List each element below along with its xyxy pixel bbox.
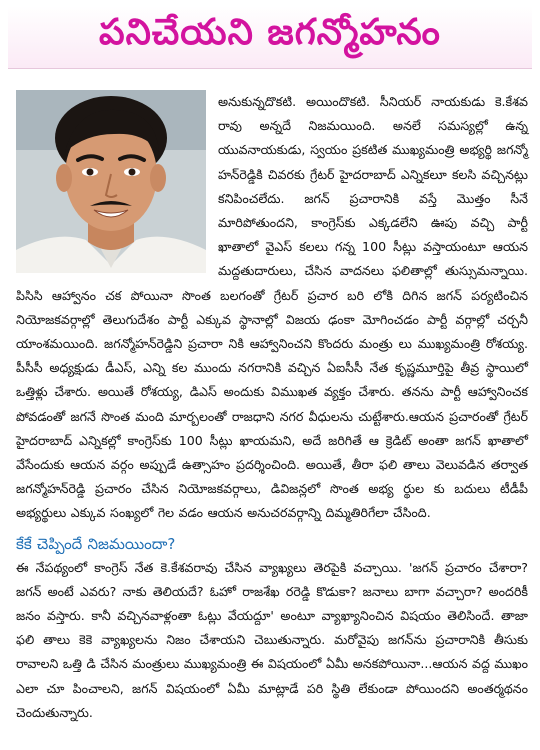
subheading: కేకే చెప్పిందే నిజమయిందా? (16, 534, 176, 553)
headline: పనిచేయని జగన్మోహనం (99, 12, 441, 53)
portrait-illustration (16, 90, 206, 273)
headline-banner (8, 6, 532, 69)
portrait-photo (16, 90, 206, 273)
paragraph-2: ఈ నేపథ్యంలో కాంగ్రెస్ నేత కె.కేశవరావు చేసిన వ్యాఖ్యలు తెరపైకి వచ్చాయి. 'జగన్ ప్రచారం చేశారా? జగన్ అంటే ఎవరు? నాకు తెలియదే? ఓహో రాజశేఖ రరెడ్డి కొడుకా? జనాలు బాగా వచ్చారా? అందరికీ జనం వస్తారు. కానీ వచ్చినవాళ్లంతా ఓట్లు వేయద్దూ' అంటూ వ్యాఖ్యానించిన విషయం తెలిసిందే. తాజా ఫలి తాలు కెకె వ్యాఖ్యలను నిజం చేశాయని చెబుతున్నారు. మరోవైపు జగన్‌ను ప్రచారానికి తీసుకు రావాలని ఒత్తి డి చేసిన మంత్రులు ముఖ్యమంత్రి ఈ విషయంలో ఏమీ అనకపోయినా...ఆయన వద్ద ముఖం ఎలా చూ పించాలని, జగన్ విషయంలో ఏమీ మాట్లాడే పరి స్థితి లేకుండా పోయిందని అంతర్మథనం చెందుతున్నారు. (16, 559, 528, 720)
paragraph-1: అనుకున్నదొకటి. అయిందొకటి. సీనియర్ నాయకుడు కె.కేశవ రావు అన్నదే నిజమయింది. అనలే సమస్యల్లో ఉన్న యువనాయకుడు, స్వయం ప్రకటిత ముఖ్యమంత్రి అభ్యర్థి జగన్మో హన్‌రెడ్డికి చివరకు గ్రేటర్ హైదరాబాద్ ఎన్నికలూ కలసి వచ్చినట్లు కనిపించలేదు. జగన్ ప్రచారానికి వస్తే మొత్తం సీనే మారిపోతుందని, కాంగ్రెస్‌కు ఎక్కడలేని ఊపు వచ్చి పార్టీ ఖాతాలో వైఎస్ కలలు గన్న 100 సీట్లు వస్తాయంటూ ఆయన మద్దతుదారులు, చేసిన వాదనలు ఫలితాల్లో తుస్సుమన్నాయి. పిసిసి ఆహ్వానం చక పోయినా సొంత బలగంతో గ్రేటర్ ప్రచార బరి లోకి దిగిన జగన్ పర్యటించిన నియోజకవర్గాల్లో తెలుగుదేశం పార్టీ ఎక్కువ స్థానాల్లో విజయ ఢంకా మోగించడం పార్టీ వర్గాల్లో చర్చనీ యాంశమయింది. జగన్మోహన్‌రెడ్డిని ప్రచారా నికి ఆహ్వానించని కొందరు మంత్రు లు ముఖ్యమంత్రి రోశయ్య. పీసీసీ అధ్యక్షుడు డీఎస్, ఎన్ని కల ముందు నగరానికి వచ్చిన ఏఐసీసీ నేత కృష్ణమూర్తిపై తీవ్ర స్థాయిలో ఒత్తిళ్లు చేశారు. అయితే రోశయ్య, డిఎస్ అందుకు విముఖత వ్యక్తం చేశారు. తనను పార్టీ ఆహ్వానించక పోవడంతో జగనే సొంత మంది మార్బలంతో రాజధాని నగర వీధులను చుట్టేశారు.ఆయన ప్రచారంతో గ్రేటర్ హైదరాబాద్ ఎన్నికల్లో కాంగ్రెస్‌కు 100 సీట్లు ఖాయమని, అదే జరిగితే ఆ క్రెడిట్ అంతా జగన్ ఖాతాలో వేసేందుకు ఆయన వర్గం అప్పుడే ఉత్సాహం ప్రదర్శించింది. అయితే, తీరా ఫలి తాలు వెలువడిన తర్వాత జగన్మోహన్‌రెడ్డి ప్రచారం చేసిన నియోజకవర్గాలు, డివిజన్లలో సొంత అభ్య ర్థుల కు బదులు టీడీపీ అభ్యర్థులు ఎక్కువ సంఖ్యలో గెల వడం ఆయన అనుచరవర్గాన్ని దిమ్మతిరిగేలా చేసింది. (16, 94, 528, 521)
article-body (16, 90, 528, 725)
